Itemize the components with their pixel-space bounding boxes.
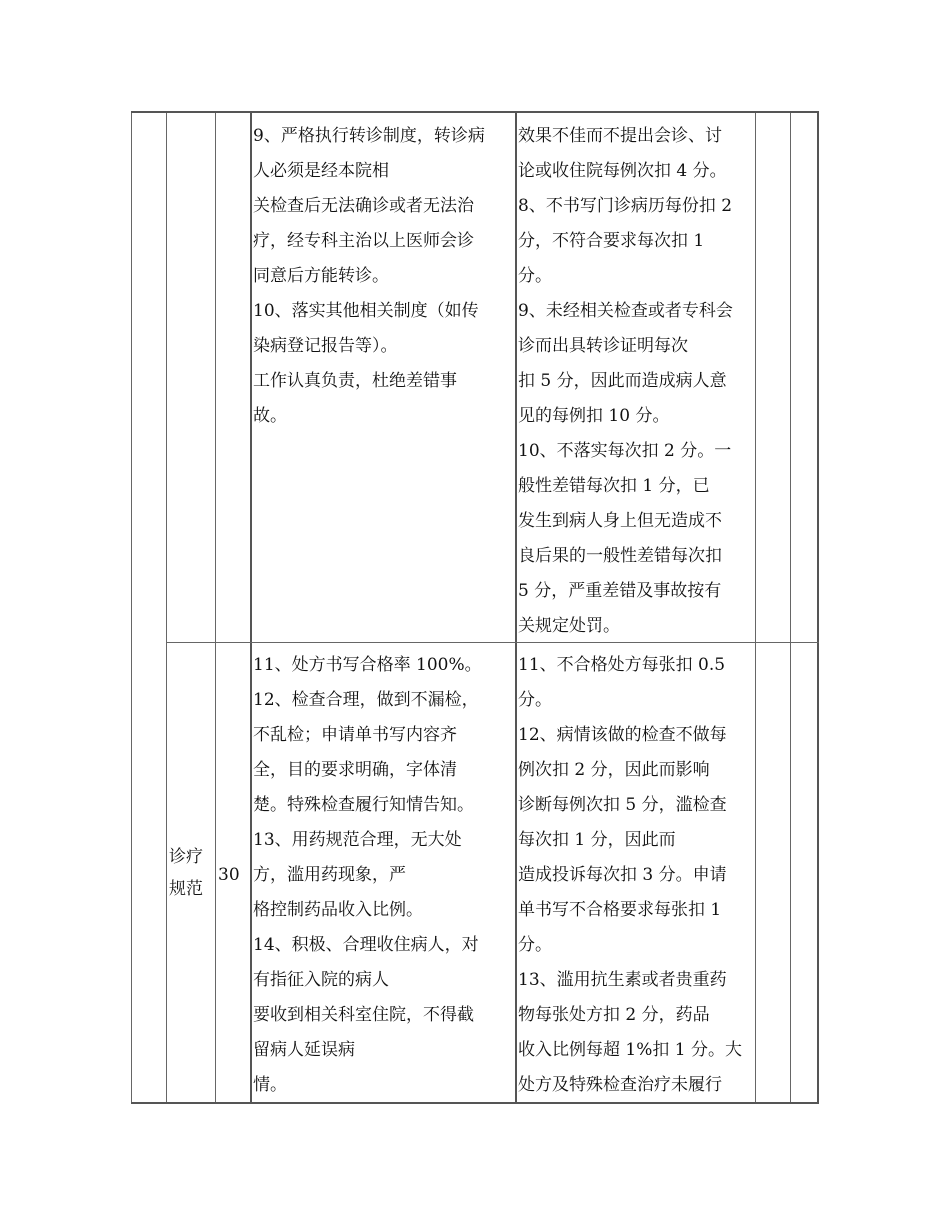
standard-line: 要收到相关科室住院，不得截 <box>253 1005 474 1025</box>
deduction-line: 收入比例每超 1%扣 1 分。大 <box>518 1040 742 1060</box>
deduction-line: 13、滥用抗生素或者贵重药 <box>518 970 727 990</box>
standard-line: 方，滥用药现象，严 <box>253 865 406 885</box>
deduction-line: 11、不合格处方每张扣 0.5 <box>518 655 726 675</box>
col-border <box>166 113 167 1102</box>
deduction-line: 诊断每例次扣 5 分，滥检查 <box>518 795 727 815</box>
deduction-line: 单书写不合格要求每张扣 1 <box>518 900 722 920</box>
score-cell: 30 <box>218 865 240 885</box>
deduction-cell <box>518 648 742 1103</box>
deduction-line: 发生到病人身上但无造成不 <box>518 511 722 531</box>
col-border <box>790 113 791 1102</box>
standard-line: 不乱检；申请单书写内容齐 <box>253 725 457 745</box>
standard-line: 疗，经专科主治以上医师会诊 <box>253 231 474 251</box>
deduction-line: 5 分，严重差错及事故按有 <box>518 581 722 601</box>
assessment-table <box>131 111 819 1104</box>
category-cell <box>169 841 203 905</box>
deduction-line: 12、病情该做的检查不做每 <box>518 725 727 745</box>
standard-line: 全，目的要求明确，字体清 <box>253 760 457 780</box>
standard-line: 11、处方书写合格率 100%。 <box>253 655 482 675</box>
deduction-line: 物每张处方扣 2 分，药品 <box>518 1005 710 1025</box>
standard-line: 留病人延误病 <box>253 1040 355 1060</box>
deduction-line: 处方及特殊检查治疗未履行 <box>518 1075 722 1095</box>
category-line: 规范 <box>169 879 203 899</box>
deduction-line: 论或收住院每例次扣 4 分。 <box>518 161 727 181</box>
standard-line: 有指征入院的病人 <box>253 970 389 990</box>
deduction-line: 般性差错每次扣 1 分，已 <box>518 476 710 496</box>
standard-line: 工作认真负责，杜绝差错事 <box>253 371 457 391</box>
deduction-line: 分，不符合要求每次扣 1 <box>518 231 705 251</box>
deduction-line: 造成投诉每次扣 3 分。申请 <box>518 865 727 885</box>
col-border <box>755 113 756 1102</box>
deduction-cell <box>518 119 733 644</box>
col-border <box>817 113 819 1102</box>
category-line: 诊疗 <box>169 847 203 867</box>
standard-line: 染病登记报告等）。 <box>253 336 398 356</box>
deduction-line: 分。 <box>518 690 552 710</box>
deduction-line: 分。 <box>518 935 552 955</box>
deduction-line: 分。 <box>518 266 552 286</box>
standard-line: 关检查后无法确诊或者无法治 <box>253 196 474 216</box>
standard-line: 9、严格执行转诊制度，转诊病 <box>253 126 485 146</box>
deduction-line: 每次扣 1 分，因此而 <box>518 830 676 850</box>
deduction-line: 见的每例扣 10 分。 <box>518 406 670 426</box>
standard-line: 故。 <box>253 406 287 426</box>
deduction-line: 效果不佳而不提出会诊、讨 <box>518 126 722 146</box>
deduction-line: 8、不书写门诊病历每份扣 2 <box>518 196 733 216</box>
standard-line: 人必须是经本院相 <box>253 161 389 181</box>
standard-line: 12、检查合理，做到不漏检， <box>253 690 479 710</box>
deduction-line: 例次扣 2 分，因此而影响 <box>518 760 710 780</box>
deduction-line: 扣 5 分，因此而造成病人意 <box>518 371 727 391</box>
standard-line: 10、落实其他相关制度（如传 <box>253 301 479 321</box>
col-border <box>250 113 252 1102</box>
standard-line: 情。 <box>253 1075 287 1095</box>
standard-line: 13、用药规范合理，无大处 <box>253 830 462 850</box>
standard-cell <box>253 648 482 1103</box>
standard-line: 14、积极、合理收住病人，对 <box>253 935 479 955</box>
deduction-line: 诊而出具转诊证明每次 <box>518 336 688 356</box>
standard-line: 楚。特殊检查履行知情告知。 <box>253 795 474 815</box>
standard-line: 同意后方能转诊。 <box>253 266 389 286</box>
deduction-line: 良后果的一般性差错每次扣 <box>518 546 722 566</box>
standard-cell <box>253 119 485 434</box>
col-border <box>215 113 216 1102</box>
col-border <box>131 113 132 1102</box>
col-border <box>515 113 517 1102</box>
deduction-line: 10、不落实每次扣 2 分。一 <box>518 441 732 461</box>
standard-line: 格控制药品收入比例。 <box>253 900 423 920</box>
deduction-line: 关规定处罚。 <box>518 616 620 636</box>
deduction-line: 9、未经相关检查或者专科会 <box>518 301 733 321</box>
